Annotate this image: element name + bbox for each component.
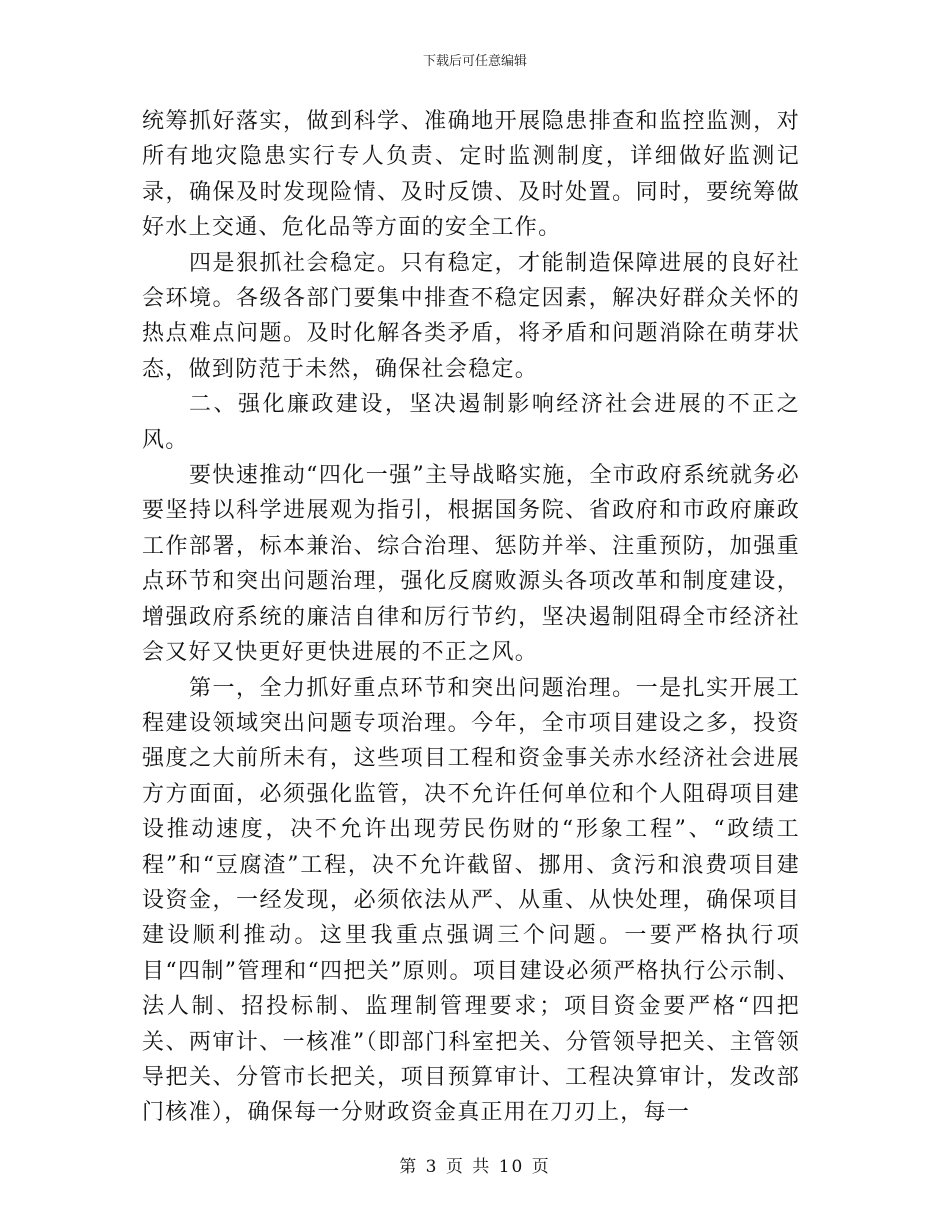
document-body [142, 104, 800, 1131]
page-footer: 第 3 页 共 10 页 [399, 1157, 551, 1177]
paragraph-2: 四是狠抓社会稳定。只有稳定，才能制造保障进展的良好社会环境。各级各部门要集中排查不稳定因素，解决好群众关怀的热点难点问题。及时化解各类矛盾，将矛盾和问题消除在萌芽状态，做到防范于未然，确保社会稳定。 [142, 250, 800, 382]
paragraph-4: 第一，全力抓好重点环节和突出问题治理。一是扎实开展工程建设领域突出问题专项治理。今年，全市项目建设之多，投资强度之大前所未有，这些项目工程和资金事关赤水经济社会进展方方面面，必须强化监管，决不允许任何单位和个人阻碍项目建设推动速度，决不允许出现劳民伤财的“形象工程”、“政绩工程”和“豆腐渣”工程，决不允许截留、挪用、贪污和浪费项目建设资金，一经发现，必须依法从严、从重、从快处理，确保项目建设顺利推动。这里我重点强调三个问题。一要严格执行项目“四制”管理和“四把关”原则。项目建设必须严格执行公示制、法人制、招投标制、监理制管理要求；项目资金要严格“四把关、两审计、一核准”（即部门科室把关、分管领导把关、主管领导把关、分管市长把关，项目预算审计、工程决算审计，发改部门核准），确保每一分财政资金真正用在刀刃上，每一 [142, 675, 800, 1126]
page-header: 下载后可任意编辑 [422, 54, 527, 69]
section-heading: 二、强化廉政建设，坚决遏制影响经济社会进展的不正之风。 [142, 392, 800, 453]
paragraph-3: 要快速推动“四化一强”主导战略实施，全市政府系统就务必要坚持以科学进展观为指引，根据国务院、省政府和市政府廉政工作部署，标本兼治、综合治理、惩防并举、注重预防，加强重点环节和突出问题治理，强化反腐败源头各项改革和制度建设，增强政府系统的廉洁自律和厉行节约，坚决遏制阻碍全市经济社会又好又快更好更快进展的不正之风。 [142, 463, 800, 666]
paragraph-1: 统筹抓好落实，做到科学、准确地开展隐患排查和监控监测，对所有地灾隐患实行专人负责、定时监测制度，详细做好监测记录，确保及时发现险情、及时反馈、及时处置。同时，要统筹做好水上交通、危化品等方面的安全工作。 [142, 109, 800, 241]
